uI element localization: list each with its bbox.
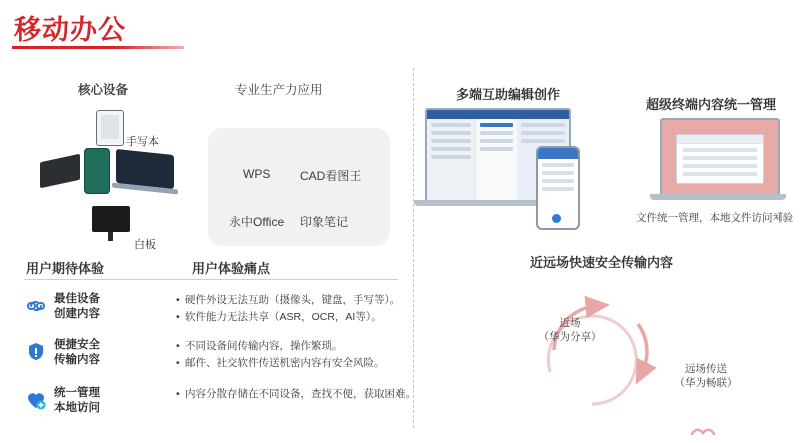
app-evernote: 印象笔记 (300, 215, 349, 229)
bullet-item: • 软件能力无法共享（ASR，OCR，AI等）。 (176, 309, 422, 326)
row-label-line2: 本地访问 (54, 402, 100, 414)
bullet-item: • 硬件外设无法互助（摄像头，键盘，手写等）。 (176, 292, 422, 309)
heading-multi-device-editing: 多端互助编辑创作 (456, 87, 561, 102)
mock-line (480, 131, 513, 135)
laptop-right-icon (116, 149, 174, 189)
app-wps: WPS (243, 167, 271, 181)
whiteboard-icon (92, 206, 130, 232)
note-unified-management: 文件统一管理，本地文件访问체验 (636, 212, 794, 224)
device-label-whiteboard: 白板 (134, 239, 156, 251)
table-header-expectation: 用户期待体验 (26, 261, 105, 276)
heading-core-devices: 核心设备 (78, 83, 129, 97)
row-bullets (176, 292, 422, 326)
title-underline (12, 46, 184, 49)
bullet-item: • 不同设备间传输内容，操作繁琐。 (176, 338, 422, 355)
row-label-line2: 传输内容 (54, 354, 100, 366)
link-icon (24, 294, 48, 318)
laptop-screen-mock-files (660, 118, 780, 198)
phone-line (542, 163, 574, 167)
flow-near-line2: （华为分享） (538, 331, 602, 343)
file-window-mock (676, 134, 764, 184)
row-bullets (176, 338, 422, 372)
mock-sidebar (427, 119, 476, 202)
shield-alert-icon (24, 340, 48, 364)
bullet-item: • 邮件、社交软件传送机密内容有安全风险。 (176, 355, 422, 372)
mock-line (431, 123, 471, 127)
mock-line (431, 139, 471, 143)
phone-line (542, 179, 574, 183)
app-cad: CAD看图王 (300, 169, 362, 183)
phone-line (542, 187, 574, 191)
table-header-painpoint: 用户体验痛点 (192, 261, 271, 276)
table-divider (24, 279, 398, 280)
row-label (54, 386, 164, 416)
file-window-line (683, 172, 757, 176)
mock-content (476, 119, 517, 202)
app-yongzhong-office: 永中Office (229, 215, 285, 229)
page-title: 移动办公 (14, 15, 126, 45)
mock-line (431, 147, 471, 151)
row-label-line2: 创建内容 (54, 308, 100, 320)
mock-line (521, 123, 565, 127)
row-label-line1: 统一管理 (54, 387, 100, 399)
mock-titlebar (427, 110, 569, 119)
row-label-line1: 便捷安全 (54, 339, 100, 351)
tablet-icon (96, 110, 124, 146)
row-label (54, 338, 164, 368)
flow-far-line1: 远场传送 (685, 363, 727, 375)
laptop-base (650, 194, 786, 200)
heart-plus-icon (24, 388, 48, 412)
mock-line (521, 139, 565, 143)
flow-near-line1: 近场 (559, 317, 581, 329)
bottom-decoration-icon (690, 424, 716, 438)
row-label (54, 292, 164, 322)
file-window-line (683, 148, 757, 152)
phone-action-dot (552, 214, 561, 223)
file-window-line (683, 164, 757, 168)
phone-icon (84, 148, 110, 194)
row-bullets (176, 386, 422, 403)
bullet-item: • 内容分散存储在不同设备，查找不便，获取困难。 (176, 386, 422, 403)
file-window-line (683, 156, 757, 160)
mock-line (521, 131, 565, 135)
flow-label-far (668, 362, 744, 390)
row-label-line1: 最佳设备 (54, 293, 100, 305)
mock-line (480, 147, 513, 151)
flow-far-line2: （华为畅联） (674, 377, 738, 389)
heading-fast-secure-transfer: 近远场快速安全传输内容 (530, 255, 674, 270)
vertical-divider (413, 68, 415, 428)
phone-titlebar (538, 148, 578, 159)
mock-line (431, 131, 471, 135)
mock-line (480, 123, 513, 127)
mock-line (480, 139, 513, 143)
mock-line (431, 155, 471, 159)
file-window-titlebar (677, 135, 763, 144)
heading-unified-management: 超级终端内容统一管理 (646, 97, 777, 112)
laptop-left-icon (40, 154, 80, 189)
phone-line (542, 171, 574, 175)
device-label-notebook: 手写本 (126, 136, 159, 148)
flow-label-near (534, 316, 606, 344)
flow-diagram (530, 276, 700, 426)
heading-pro-apps: 专业生产力应用 (235, 83, 323, 97)
